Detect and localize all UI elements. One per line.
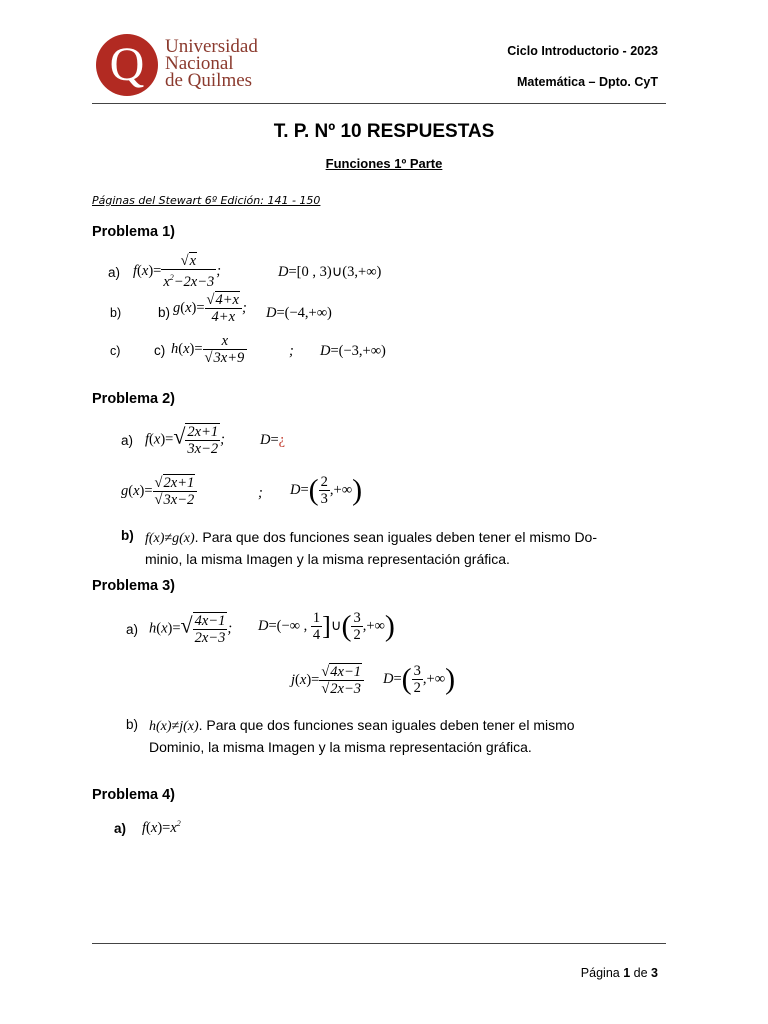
university-logo-seal	[96, 34, 158, 96]
p1-c-domain: D=(−3,+∞)	[320, 343, 386, 359]
page-subtitle: Funciones 1º Parte	[325, 156, 443, 171]
logo-line-2: Nacional	[165, 53, 234, 74]
p3-a-label: a)	[126, 622, 139, 637]
p2-b-relation: f(x)≠g(x)	[145, 531, 195, 546]
page-number: Página 1 de 3	[580, 966, 658, 980]
p1-c-separator: ;	[289, 343, 294, 359]
header-rule	[92, 103, 666, 104]
p3-b-label: b)	[126, 717, 139, 732]
p3-j-function: j(x)= $\frac{√4x-1}{√2x-3}$	[291, 664, 364, 697]
p1-c-label: c)	[110, 344, 121, 358]
p2-a-label: a)	[121, 433, 134, 448]
p3-b-relation: h(x)≠j(x)	[149, 719, 199, 734]
p3-a-function: h(x)=√ $\frac{4x-1}{2x-3}$ ;	[149, 612, 233, 646]
p1-a-function: f(x)= $\frac{√x}{x^2-2x-3}$ ;	[133, 253, 222, 290]
course-header: Ciclo Introductorio - 2023	[507, 44, 658, 58]
p2-b-label: b)	[121, 528, 134, 543]
problem-4-heading: Problema 4)	[92, 787, 175, 803]
logo-line-3: de Quilmes	[165, 70, 253, 91]
p1-c-function: h(x)= $\frac{x}{√3x+9}$	[171, 333, 247, 366]
footer-rule	[92, 943, 666, 944]
p1-a-domain: D=[0 , 3)∪(3,+∞)	[278, 264, 382, 280]
p2-a-function: f(x)=√ $\frac{2x+1}{3x-2}$ ;	[145, 423, 225, 457]
p2-a-domain: D=¿	[260, 432, 286, 448]
page-title: T. P. Nº 10 RESPUESTAS	[273, 121, 495, 142]
logo-line-1: Universidad	[165, 36, 258, 57]
p3-j-domain: D=( $\frac{3}{2}$ ,+∞)	[383, 662, 456, 696]
textbook-reference: Páginas del Stewart 6º Edición: 141 - 150	[92, 194, 321, 207]
p1-b-function: g(x)= $\frac{√4+x}{4+x}$ ;	[173, 292, 247, 325]
p1-b-label: b)	[110, 306, 122, 320]
university-logo-text	[165, 38, 258, 89]
p3-a-domain: D=(−∞ , $\frac{1}{4}$ ]∪( $\frac{3}{2}$ ,+∞)	[258, 609, 395, 643]
p1-b-prefix: b)	[158, 305, 171, 320]
logo-letter: Q	[109, 38, 145, 91]
p4-a-label: a)	[114, 821, 127, 836]
problem-3-heading: Problema 3)	[92, 578, 175, 594]
p3-b-statement: h(x)≠j(x). Para que dos funciones sean iguales deben tener el mismo Dominio, la misma Imagen y la misma representación gráfica.	[149, 717, 575, 755]
p1-c-prefix: c)	[154, 343, 166, 358]
problem-2-heading: Problema 2)	[92, 391, 175, 407]
p1-b-domain: D=(−4,+∞)	[266, 305, 332, 321]
p1-a-label: a)	[108, 265, 121, 280]
p2-g-separator: ;	[258, 485, 263, 501]
p2-g-domain: D=( $\frac{2}{3}$ ,+∞)	[290, 473, 363, 507]
p4-a-function: $f(x)=x^2$	[142, 819, 181, 836]
department-header: Matemática – Dpto. CyT	[516, 75, 658, 89]
p2-b-statement: f(x)≠g(x). Para que dos funciones sean iguales deben tener el mismo Do- minio, la misma Imagen y la misma representación gráfica.	[145, 529, 598, 567]
p2-g-function: g(x)= $\frac{√2x+1}{√3x-2}$	[121, 475, 197, 508]
problem-1-heading: Problema 1)	[92, 224, 175, 240]
